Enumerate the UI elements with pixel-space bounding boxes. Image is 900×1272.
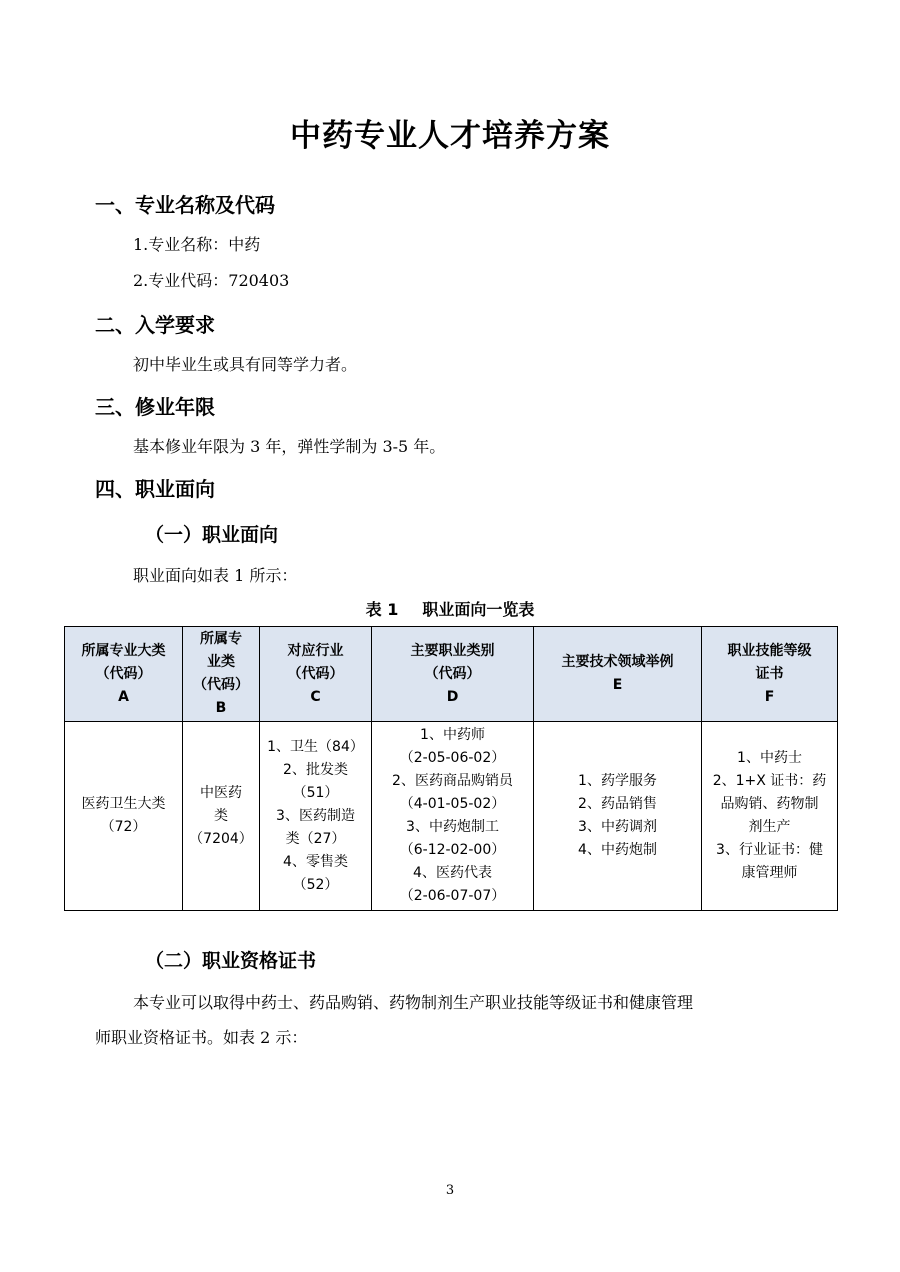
cell-occupation: 1、中药师 （2-05-06-02） 2、医药商品购销员 （4-01-05-02） 3、中药炮制工 （6-12-02-00） 4、医药代表 （2-06-07-07） (372, 722, 534, 911)
table-row (65, 722, 838, 911)
study-duration-text: 基本修业年限为 3 年，弹性学制为 3-5 年。 (133, 437, 446, 456)
table-caption (0, 597, 900, 620)
certificate-paragraph-line-1: 本专业可以取得中药士、药品购销、药物制剂生产职业技能等级证书和健康管理 (133, 993, 694, 1012)
header-major-class: 所属专 业类 （代码） B (183, 627, 260, 722)
table-header-row (65, 627, 838, 722)
table-caption-title: 职业面向一览表 (422, 600, 535, 619)
table-caption-number: 表 1 (365, 600, 399, 619)
career-orientation-table (64, 626, 838, 911)
subsection-heading-certificate: （二）职业资格证书 (145, 950, 317, 972)
major-code-line: 2.专业代码：720403 (133, 271, 290, 290)
cell-major-class: 中医药 类 （7204） (183, 722, 260, 911)
header-occupation: 主要职业类别 （代码） D (372, 627, 534, 722)
cell-industry: 1、卫生（84） 2、批发类 （51） 3、医药制造 类（27） 4、零售类 （52） (260, 722, 372, 911)
section-heading-1: 一、专业名称及代码 (95, 193, 275, 217)
section-heading-2: 二、入学要求 (95, 313, 215, 337)
subsection-heading-career: （一）职业面向 (145, 524, 279, 546)
table-intro-text: 职业面向如表 1 所示： (133, 566, 298, 585)
cell-certificate: 1、中药士 2、1+X 证书：药 品购销、药物制 剂生产 3、行业证书：健 康管理师 (702, 722, 838, 911)
header-industry: 对应行业 （代码） C (260, 627, 372, 722)
cell-tech-field: 1、药学服务 2、药品销售 3、中药调剂 4、中药炮制 (534, 722, 702, 911)
cell-major-category: 医药卫生大类 （72） (65, 722, 183, 911)
header-tech-field: 主要技术领域举例 E (534, 627, 702, 722)
section-heading-3: 三、修业年限 (95, 395, 215, 419)
page-number: 3 (445, 1183, 455, 1198)
major-name-line: 1.专业名称：中药 (133, 235, 261, 254)
section-heading-4: 四、职业面向 (95, 477, 215, 501)
admission-requirement-text: 初中毕业生或具有同等学力者。 (133, 355, 358, 374)
page-title: 中药专业人才培养方案 (290, 118, 610, 154)
header-certificate: 职业技能等级 证书 F (702, 627, 838, 722)
header-major-category: 所属专业大类 （代码） A (65, 627, 183, 722)
certificate-paragraph-line-2: 师职业资格证书。如表 2 示： (95, 1028, 308, 1047)
